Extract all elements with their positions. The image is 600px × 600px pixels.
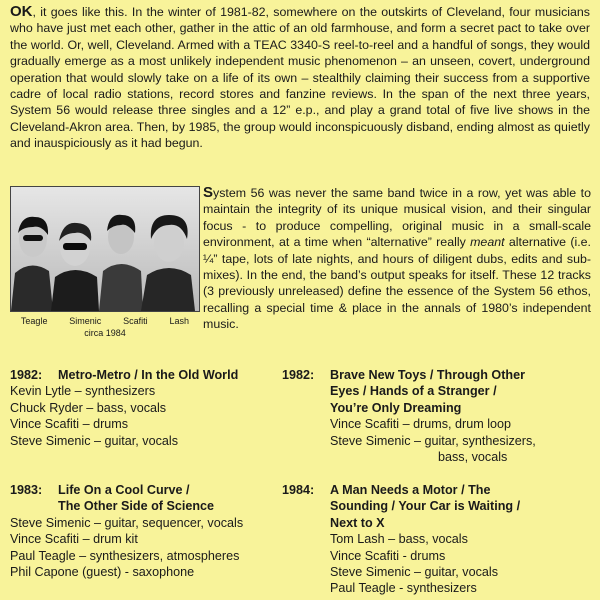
release-title	[330, 367, 592, 416]
photo-caption-names	[10, 316, 200, 327]
credit-line: Tom Lash – bass, vocals	[330, 532, 468, 547]
release-year: 1982:	[10, 368, 43, 382]
release-1982-a	[10, 367, 295, 449]
release-heading	[282, 367, 592, 416]
caption-name: Simenic	[69, 316, 102, 326]
release-year: 1982:	[282, 368, 315, 382]
caption-name: Teagle	[20, 316, 48, 326]
band-photo-block	[10, 186, 200, 338]
intro-text: , it goes like this. In the winter of 1981-82, somewhere on the outskirts of Cleveland, four musicians who have just met each other, gather in the attic of an old farmhouse, and form a secret pact to take over the world. Or, well, Cleveland. Armed with a TEAC 3340-S reel-to-reel and a handful of songs, they would gradually emerge as a most unlikely independent music phenomenon – an unseen, covert, underground operation that would slowly take on a life of its own – stealthily claiming their success from a supportive cadre of local radio stations, record stores and fanzine reviews. In the span of the next three years, System 56 would release three singles and a 12” e.p., and play a grand total of five live shows in the Cleveland-Akron area. Then, by 1985, the group would inconspicuously disband, ending almost as quietly and inauspiciously as it had begun.	[10, 5, 590, 151]
title-line: A Man Needs a Motor / The	[330, 483, 491, 497]
title-line: The Other Side of Science	[58, 499, 215, 514]
about-text-after: alternative (i.e. ¼” tape, lots of late nights, and hours of diligent dubs, edits and sub-mixes). In the end, the band’s output speaks for itself. These 12 tracks (3 previously unreleased) define the essence of the System 56 ethos, recalling a special time & place in the annals of 1980’s independent music.	[203, 235, 591, 332]
credit-line: Steve Simenic – guitar, vocals	[330, 565, 498, 580]
credit-line: Vince Scafiti – drums	[10, 417, 129, 432]
release-heading	[10, 367, 295, 383]
credit-line: Paul Teagle – synthesizers, atmospheres	[10, 548, 240, 563]
title-line: Brave New Toys / Through Other	[330, 368, 525, 382]
release-title	[330, 482, 592, 531]
release-1984	[282, 482, 592, 597]
release-heading	[10, 482, 295, 515]
credit-line: Chuck Ryder – bass, vocals	[10, 400, 167, 415]
about-lead: S	[203, 184, 214, 201]
credit-line: Vince Scafiti - drums	[330, 548, 446, 563]
title-line: Life On a Cool Curve /	[58, 483, 190, 497]
credit-line: bass, vocals	[438, 450, 508, 465]
release-title	[58, 367, 295, 383]
title-line: Eyes / Hands of a Stranger /	[330, 384, 497, 399]
title-line: Next to X	[330, 515, 385, 530]
credit-line: Paul Teagle - synthesizers	[330, 581, 477, 596]
about-paragraph	[203, 185, 591, 333]
title-line: Sounding / Your Car is Waiting /	[330, 499, 521, 514]
credit-line: Phil Capone (guest) - saxophone	[10, 565, 195, 580]
about-emphasis: meant	[470, 235, 505, 250]
credit-line: Steve Simenic – guitar, synthesizers,	[330, 433, 536, 448]
title-line: You’re Only Dreaming	[330, 400, 462, 415]
caption-name: Scafiti	[123, 316, 148, 326]
caption-name: Lash	[169, 316, 190, 326]
release-heading	[282, 482, 592, 531]
release-1982-b	[282, 367, 592, 465]
credit-line: Vince Scafiti – drums, drum loop	[330, 417, 512, 432]
title-line: Metro-Metro / In the Old World	[58, 368, 239, 382]
release-1983	[10, 482, 295, 580]
release-title	[58, 482, 295, 515]
band-photo	[10, 186, 200, 312]
release-year: 1984:	[282, 483, 315, 497]
about-text-before: ystem 56 was never the same band twice in a row, yet was able to maintain the integrity of its unique musical vision, and their singular focus - to produce compelling, original music in a small-scale environment, at a time when “alternative” really	[203, 186, 591, 250]
credit-line: Kevin Lytle – synthesizers	[10, 384, 156, 399]
credit-line: Vince Scafiti – drum kit	[10, 532, 138, 547]
photo-caption-date: circa 1984	[84, 328, 126, 338]
release-year: 1983:	[10, 483, 43, 497]
credit-line: Steve Simenic – guitar, sequencer, vocals	[10, 515, 244, 530]
intro-lead: OK	[10, 3, 33, 20]
credit-line: Steve Simenic – guitar, vocals	[10, 433, 178, 448]
intro-paragraph	[10, 4, 590, 152]
